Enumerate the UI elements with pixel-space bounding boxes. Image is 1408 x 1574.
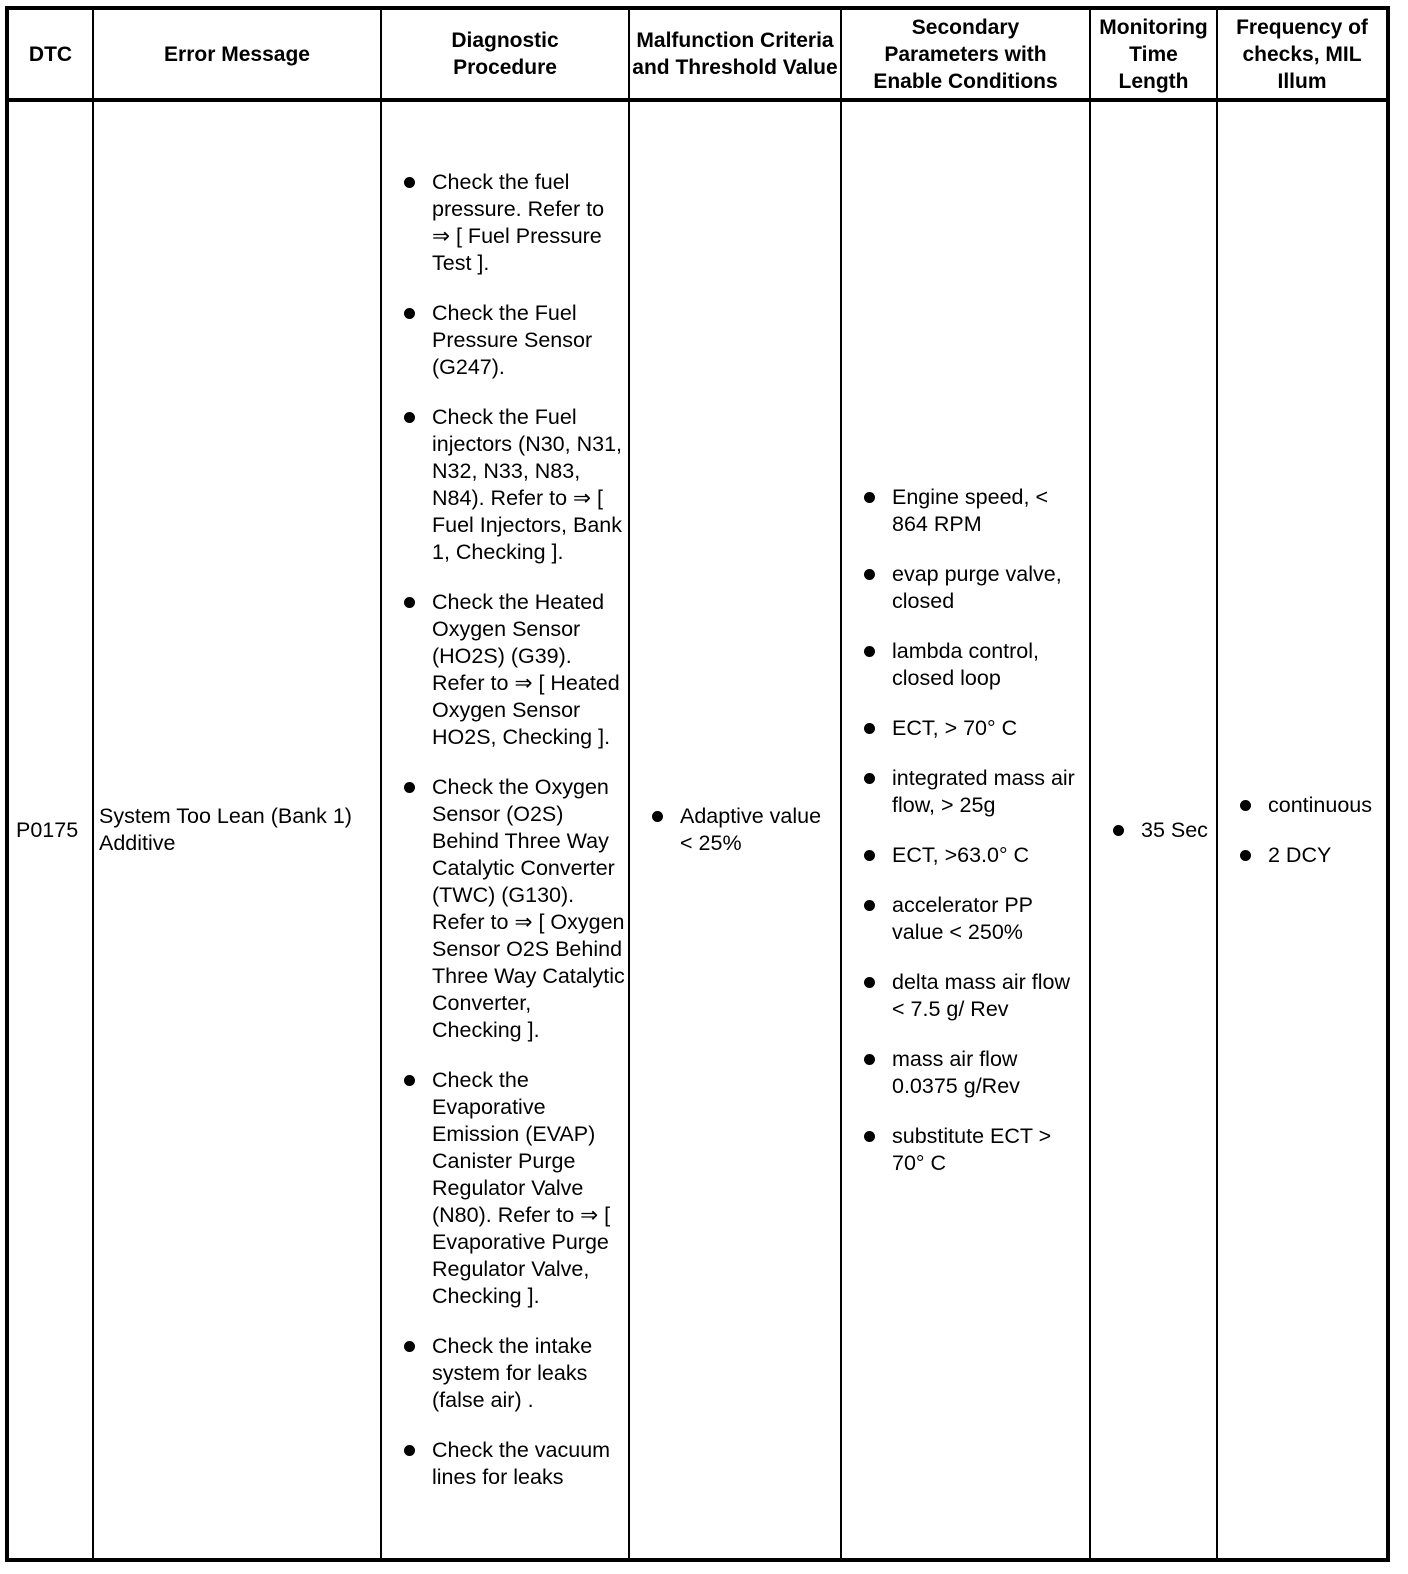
procedure-item: Check the Oxygen Sensor (O2S) Behind Three Way Catalytic Converter (TWC) (G130). Refer to ⇒ [ Oxygen Sensor O2S Behind Three Way Catalytic Converter, Checking ]. (432, 775, 625, 1042)
error-message: System Too Lean (Bank 1) Additive (93, 100, 381, 1560)
header-error-message: Error Message (93, 8, 381, 100)
dtc-table (5, 6, 1390, 1562)
malfunction-criteria-list (680, 803, 836, 857)
frequency-list (1268, 792, 1382, 869)
parameter-item: Engine speed, < 864 RPM (892, 484, 1085, 538)
secondary-parameters-cell (841, 100, 1090, 1560)
frequency-item: 2 DCY (1268, 842, 1382, 869)
diagnostic-procedure-list (432, 169, 626, 1491)
monitoring-time-list (1141, 817, 1214, 844)
diagnostic-procedure-cell (381, 100, 629, 1560)
header-dtc: DTC (7, 8, 93, 100)
frequency-item: continuous (1268, 792, 1382, 819)
parameter-item: integrated mass air flow, > 25g (892, 765, 1085, 819)
monitoring-time-cell (1090, 100, 1217, 1560)
malfunction-criteria-cell (629, 100, 841, 1560)
parameter-item: lambda control, closed loop (892, 638, 1085, 692)
monitoring-item: 35 Sec (1141, 817, 1214, 844)
procedure-item: Check the fuel pressure. Refer to ⇒ [ Fuel Pressure Test ]. (432, 169, 626, 277)
parameter-item: mass air flow 0.0375 g/Rev (892, 1046, 1085, 1100)
procedure-item: Check the Evaporative Emission (EVAP) Canister Purge Regulator Valve (N80). Refer to ⇒ [ Evaporative Purge Regulator Valve, Checking ]. (432, 1067, 626, 1310)
header-diagnostic-procedure: Diagnostic Procedure (381, 8, 629, 100)
procedure-item: Check the Heated Oxygen Sensor (HO2S) (G39). Refer to ⇒ [ Heated Oxygen Sensor HO2S, Checking ]. (432, 589, 626, 751)
header-secondary-parameters: Secondary Parameters with Enable Conditions (841, 8, 1090, 100)
parameter-item: ECT, >63.0° C (892, 842, 1085, 869)
parameter-item: delta mass air flow < 7.5 g/ Rev (892, 969, 1085, 1023)
parameter-item: substitute ECT > 70° C (892, 1123, 1085, 1177)
header-frequency: Frequency of checks, MIL Illum (1217, 8, 1388, 100)
parameter-item: evap purge valve, closed (892, 561, 1085, 615)
procedure-item: Check the Fuel injectors (N30, N31, N32, N33, N83, N84). Refer to ⇒ [ Fuel Injectors, Bank 1, Checking ]. (432, 404, 626, 566)
procedure-item: Check the Fuel Pressure Sensor (G247). (432, 300, 626, 381)
header-monitoring-time: Monitoring Time Length (1090, 8, 1217, 100)
criteria-item: Adaptive value < 25% (680, 803, 836, 857)
header-malfunction-criteria: Malfunction Criteria and Threshold Value (629, 8, 841, 100)
dtc-code: P0175 (7, 100, 93, 1560)
frequency-cell (1217, 100, 1388, 1560)
procedure-item: Check the vacuum lines for leaks (432, 1437, 626, 1491)
table-row (7, 100, 1388, 1560)
secondary-parameters-list (892, 484, 1085, 1177)
parameter-item: ECT, > 70° C (892, 715, 1085, 742)
parameter-item: accelerator PP value < 250% (892, 892, 1085, 946)
procedure-item: Check the intake system for leaks (false air) . (432, 1333, 626, 1414)
header-row (7, 8, 1388, 100)
